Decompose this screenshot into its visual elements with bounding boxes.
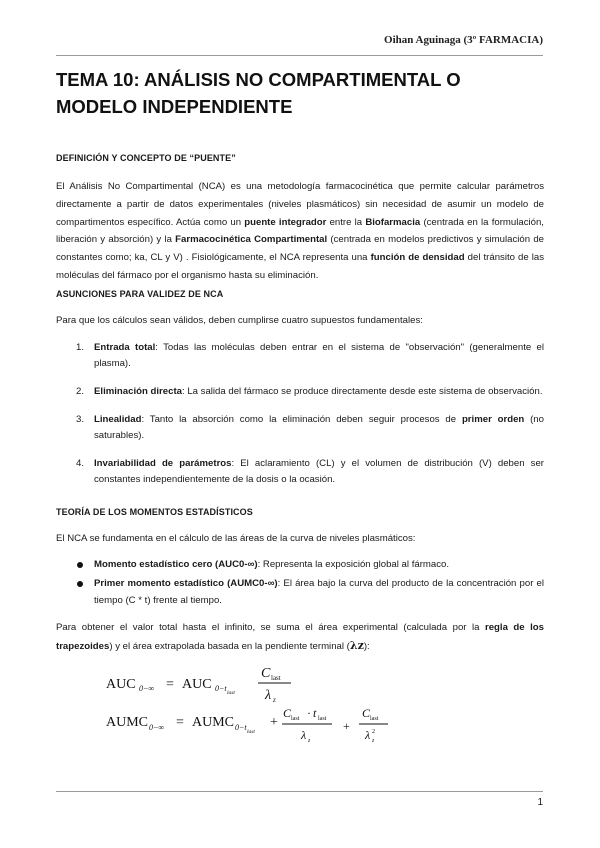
bullet-icon [77,581,83,587]
aumc-frac2-c: C [362,706,371,720]
section-heading-asunciones: ASUNCIONES PARA VALIDEZ DE NCA [56,289,224,299]
asunciones-intro: Para que los cálculos sean válidos, deben cumplirse cuatro supuestos fundamentales: [56,315,423,326]
aumc-frac2-z: z [372,738,375,744]
aumc-frac1-t: t [313,706,317,720]
aumc-frac2-lambda: λ [365,728,371,742]
list-item: Primer momento estadístico (AUMC0-∞): El área bajo la curva del producto de la concentración por el tiempo (C * t) frente al tiempo. [56,575,544,609]
auc-sub-tlast: 0−t [215,684,227,693]
list-item: 2. Eliminación directa: La salida del fármaco se produce directamente desde este sistema de observación. [76,386,543,397]
aumc-plus-1: + [270,715,278,730]
auc-rhs: AUC [182,677,212,692]
list-item: Momento estadístico cero (AUC0-∞): Representa la exposición global al fármaco. [56,556,544,573]
extrapolation-paragraph: Para obtener el valor total hasta el infinito, se suma el área experimental (calculada por la regla de los trapezoides) y el área extrapolada basada en la pendiente terminal (λz): [56,622,544,652]
aumc-frac1-lambda: λ [301,728,307,742]
aumc-frac1-last: last [291,716,300,722]
list-item: 3. Linealidad: Tanto la absorción como la eliminación deben seguir procesos de primer orden (no saturables). [76,414,544,441]
aumc-sub-inf: 0−∞ [149,723,165,732]
aumc-sub-tlast: 0−t [235,723,247,732]
auc-sub-inf: 0−∞ [139,684,155,693]
aumc-sub-last: last [247,729,255,735]
momentos-list [56,556,544,611]
header-divider [56,55,543,56]
auc-frac-den-lambda: λ [265,688,272,703]
auc-eq: = [166,677,174,692]
aumc-frac1-tlast: last [318,716,327,722]
aumc-plus-2: + [343,719,350,733]
aumc-rhs: AUMC [192,715,235,730]
momentos-intro: El NCA se fundamenta en el cálculo de las áreas de la curva de niveles plasmáticos: [56,533,416,544]
aumc-lhs: AUMC [106,715,149,730]
aumc-eq: = [176,715,184,730]
list-item: 4. Invariabilidad de parámetros: El aclaramiento (CL) y el volumen de distribución (V) deben ser constantes independientemente de la dosis o la ocasión. [76,458,544,485]
page-number: 1 [537,797,543,808]
aumc-frac1-z: z [308,738,311,744]
list-item: 1. Entrada total: Todas las moléculas deben entrar en el sistema de "observación" (generalmente el plasma). [76,342,544,369]
aumc-frac1-dot: · [307,706,311,720]
bullet-icon [77,562,83,568]
auc-frac-num-last: last [271,674,281,682]
page-title: TEMA 10: ANÁLISIS NO COMPARTIMENTAL O MODELO INDEPENDIENTE [56,69,461,117]
auc-lhs: AUC [106,677,136,692]
auc-sub-last: last [227,690,235,696]
footer-divider [56,791,543,792]
section-heading-definicion: DEFINICIÓN Y CONCEPTO DE “PUENTE” [56,153,236,163]
header-author: Oihan Aguinaga (3º FARMACIA) [384,34,543,46]
auc-frac-den-z: z [273,696,276,704]
aumc-frac2-last: last [370,716,379,722]
aumc-frac2-sq: 2 [372,729,375,735]
formula-block [100,660,520,772]
definition-paragraph: El Análisis No Compartimental (NCA) es una metodología farmacocinética que permite calcular parámetros directamente a partir de datos experimentales (niveles plasmáticos) sin necesidad de asumir un modelo de compartimentos específico. Actúa como un puente integrador entre la Biofarmacia (centrada en la formulación, liberación y absorción) y la Farmacocinética Compartimental (centrada en modelos predictivos y simulación de constantes como; ka, CL y V) . Fisiológicamente, el NCA representa una función de densidad del tránsito de las moléculas del fármaco por el organismo hasta su eliminación. [56,181,544,281]
asunciones-list [56,340,544,500]
auc-frac-num-c: C [261,666,271,681]
aumc-frac1-c: C [283,706,292,720]
section-heading-momentos: TEORÍA DE LOS MOMENTOS ESTADÍSTICOS [56,507,253,517]
